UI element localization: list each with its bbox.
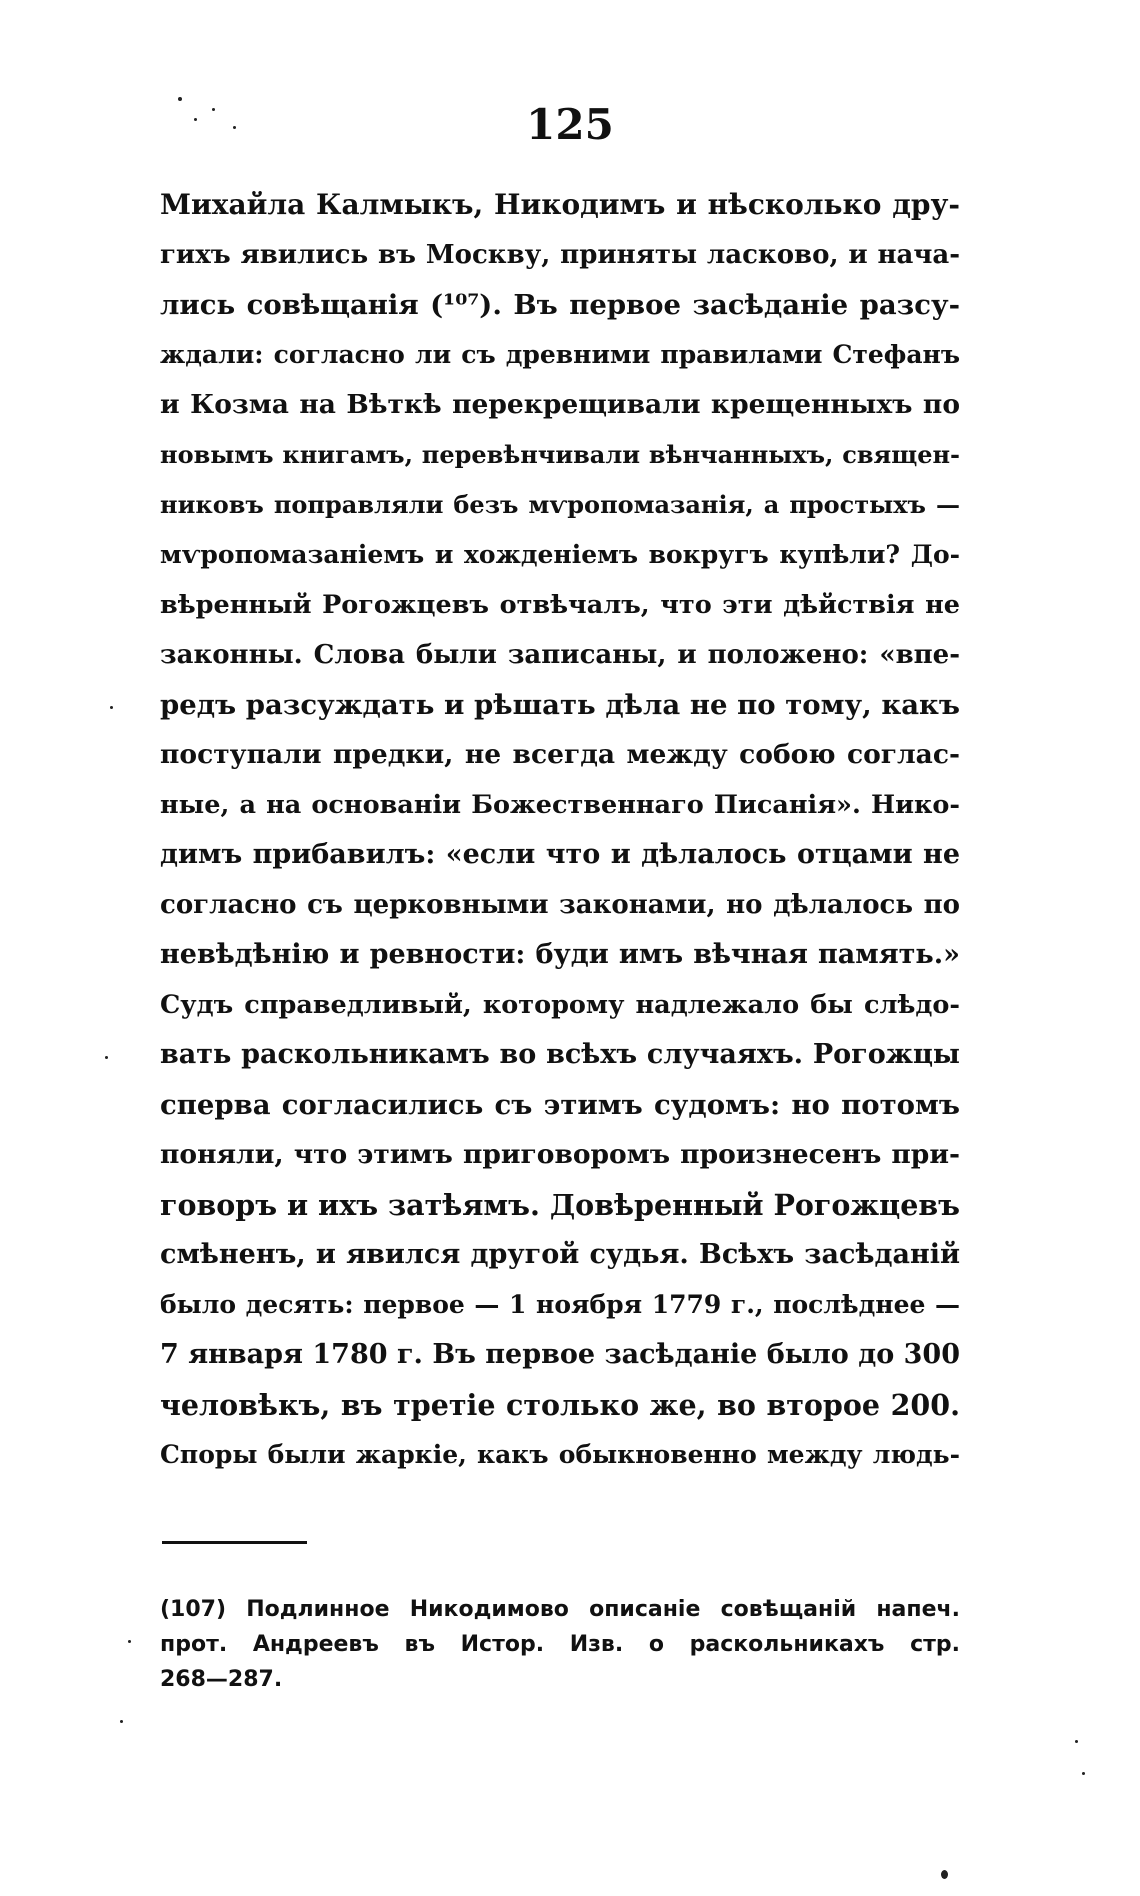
body-text (160, 180, 960, 1480)
scan-speck (105, 1056, 108, 1059)
text-line: говоръ и ихъ затѣямъ. Довѣренный Рогожцевъ (160, 1188, 960, 1222)
footnote-line: прот. Андреевъ въ Истор. Изв. о раскольникахъ стр. (160, 1632, 960, 1657)
text-line: гихъ явились въ Москву, приняты ласково, и нача- (160, 240, 960, 270)
text-line: поняли, что этимъ приговоромъ произнесенъ при- (160, 1139, 960, 1170)
scan-speck (178, 97, 182, 101)
text-line: согласно съ церковными законами, но дѣлалось по (160, 890, 960, 920)
scan-speck (233, 126, 236, 129)
text-line: поступали предки, не всегда между собою соглас- (160, 739, 960, 770)
text-line: вать раскольникамъ во всѣхъ случаяхъ. Рогожцы (160, 1039, 960, 1070)
scan-speck (1075, 1740, 1078, 1743)
scan-speck (120, 1720, 123, 1723)
scan-speck (128, 1640, 131, 1643)
page-number: 125 (526, 100, 614, 149)
text-line: редъ разсуждать и рѣшать дѣла не по тому, какъ (160, 689, 960, 721)
footnote-divider (162, 1541, 307, 1544)
footnote-line: (107) Подлинное Никодимово описаніе совѣщаній напеч. (160, 1597, 960, 1622)
text-line: Судъ справедливый, которому надлежало бы слѣдо- (160, 990, 960, 1020)
text-line: вѣренный Рогожцевъ отвѣчалъ, что эти дѣйствія не (160, 590, 960, 620)
text-line: и Козма на Вѣткѣ перекрещивали крещенныхъ по (160, 389, 960, 420)
scan-speck (1082, 1772, 1085, 1775)
scan-speck (212, 108, 215, 111)
text-line: мѵропомазаніемъ и хожденіемъ вокругъ купѣли? До- (160, 540, 960, 569)
text-line: человѣкъ, въ третіе столько же, во второе 200. (160, 1388, 960, 1422)
text-line: смѣненъ, и явился другой судья. Всѣхъ засѣданій (160, 1239, 960, 1270)
text-line: Споры были жаркіе, какъ обыкновенно между людь- (160, 1440, 960, 1469)
scan-speck (941, 1870, 948, 1879)
footnote (160, 1592, 960, 1697)
text-line: никовъ поправляли безъ мѵропомазанія, а простыхъ — (160, 490, 960, 519)
text-line: 7 января 1780 г. Въ первое засѣданіе было до 300 (160, 1339, 960, 1370)
scan-speck (110, 706, 113, 709)
text-line: ждали: согласно ли съ древними правилами Стефанъ (160, 340, 960, 369)
text-line: димъ прибавилъ: «если что и дѣлалось отцами не (160, 839, 960, 870)
text-line: лись совѣщанія (¹⁰⁷). Въ первое засѣданіе разсу- (160, 289, 960, 321)
text-line: новымъ книгамъ, перевѣнчивали вѣнчанныхъ, священ- (160, 440, 960, 469)
footnote-line: 268—287. (160, 1667, 283, 1692)
text-line: сперва согласились съ этимъ судомъ: но потомъ (160, 1089, 960, 1121)
text-line: было десять: первое — 1 ноября 1779 г., послѣднее — (160, 1290, 960, 1319)
text-line: невѣдѣнію и ревности: буди имъ вѣчная память.» (160, 939, 960, 970)
text-line: ные, а на основаніи Божественнаго Писанія». Нико- (160, 790, 960, 820)
text-line: Михайла Калмыкъ, Никодимъ и нѣсколько дру- (160, 188, 960, 221)
text-line: законны. Слова были записаны, и положено: «впе- (160, 640, 960, 670)
scan-speck (194, 118, 197, 121)
